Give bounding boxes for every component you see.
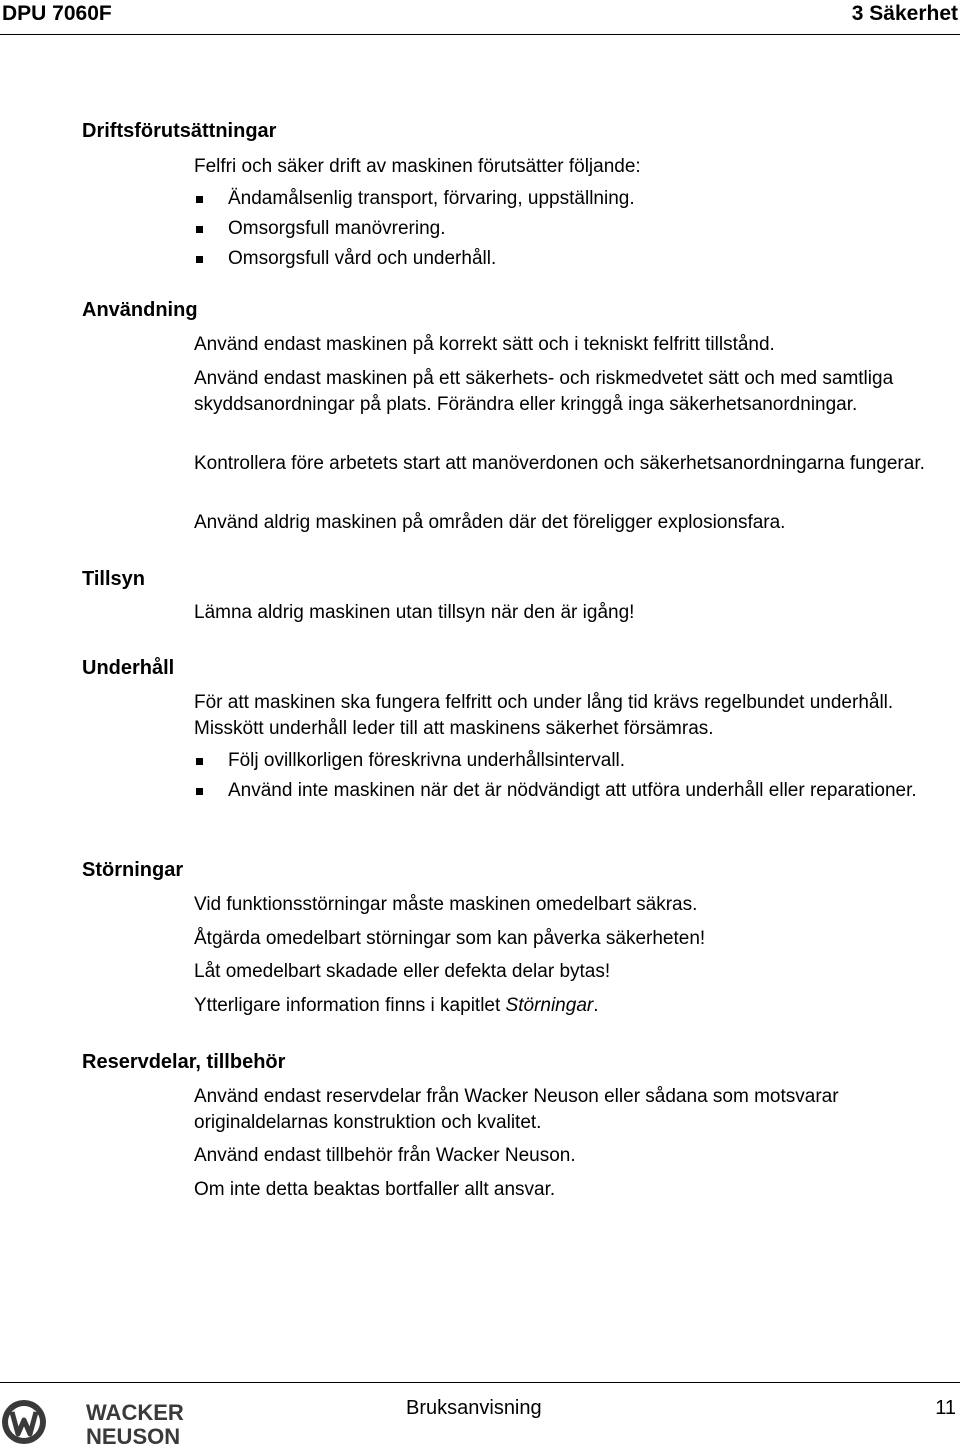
anvandning-para-3: Kontrollera före arbetets start att manöverdonen och säkerhetsanordningarna fungerar. <box>194 453 925 474</box>
storningar-info: Ytterligare information finns i kapitlet Störningar. <box>194 995 599 1016</box>
section-title-anvandning: Användning <box>82 299 198 321</box>
section-title-tillsyn: Tillsyn <box>82 568 145 590</box>
bullet-icon <box>196 788 203 795</box>
logo-emblem-icon <box>2 1400 46 1444</box>
document-code: DPU 7060F <box>2 2 112 25</box>
drift-bullet-list <box>194 186 958 272</box>
underhall-para: För att maskinen ska fungera felfritt och under lång tid krävs regelbundet underhåll. Misskött underhåll leder till att maskinens säkerhet försämras. <box>194 692 894 739</box>
anvandning-para-2: Använd endast maskinen på ett säkerhets- och riskmedvetet sätt och med samtliga skyddsanordningar på plats. Förändra eller kringgå inga säkerhetsanordningar. <box>194 368 894 415</box>
underhall-bullet-list <box>194 748 958 804</box>
bullet-icon <box>196 256 203 263</box>
page-header <box>0 0 960 38</box>
list-item: Följ ovillkorligen föreskrivna underhållsintervall. <box>194 748 958 774</box>
bullet-icon <box>196 758 203 765</box>
wacker-neuson-logo <box>0 1396 210 1448</box>
list-item: Ändamålsenlig transport, förvaring, uppställning. <box>194 186 958 212</box>
list-item: Använd inte maskinen när det är nödvändigt att utföra underhåll eller reparationer. <box>194 778 958 804</box>
reserv-para-3: Om inte detta beaktas bortfaller allt ansvar. <box>194 1179 556 1200</box>
chapter-title: 3 Säkerhet <box>851 2 958 25</box>
section-title-reserv: Reservdelar, tillbehör <box>82 1051 286 1073</box>
bullet-icon <box>196 196 203 203</box>
page-number: 11 <box>935 1397 956 1419</box>
list-item: Omsorgsfull manövrering. <box>194 216 958 242</box>
footer-divider <box>0 1382 960 1383</box>
footer-document-type: Bruksanvisning <box>406 1397 542 1419</box>
reserv-para-2: Använd endast tillbehör från Wacker Neuson. <box>194 1145 576 1166</box>
bullet-icon <box>196 226 203 233</box>
header-divider <box>0 34 960 35</box>
logo-text-line1: WACKER <box>86 1400 184 1425</box>
chapter-reference: Störningar <box>505 995 594 1016</box>
tillsyn-para: Lämna aldrig maskinen utan tillsyn när den är igång! <box>194 602 635 623</box>
section-title-drift: Driftsförutsättningar <box>82 120 277 142</box>
anvandning-para-4: Använd aldrig maskinen på områden där det föreligger explosionsfara. <box>194 512 786 533</box>
list-item: Omsorgsfull vård och underhåll. <box>194 246 958 272</box>
anvandning-para-1: Använd endast maskinen på korrekt sätt och i tekniskt felfritt tillstånd. <box>194 334 775 355</box>
logo-text-line2: NEUSON <box>86 1424 181 1448</box>
storningar-para-1: Vid funktionsstörningar måste maskinen omedelbart säkras. <box>194 894 698 915</box>
drift-intro: Felfri och säker drift av maskinen förutsätter följande: <box>194 156 641 177</box>
section-title-storningar: Störningar <box>82 859 184 881</box>
reserv-para-1: Använd endast reservdelar från Wacker Neuson eller sådana som motsvarar originaldelarnas konstruktion och kvalitet. <box>194 1086 839 1133</box>
section-title-underhall: Underhåll <box>82 657 175 679</box>
storningar-para-2: Åtgärda omedelbart störningar som kan påverka säkerheten! <box>194 928 706 949</box>
storningar-para-3: Låt omedelbart skadade eller defekta delar bytas! <box>194 961 611 982</box>
